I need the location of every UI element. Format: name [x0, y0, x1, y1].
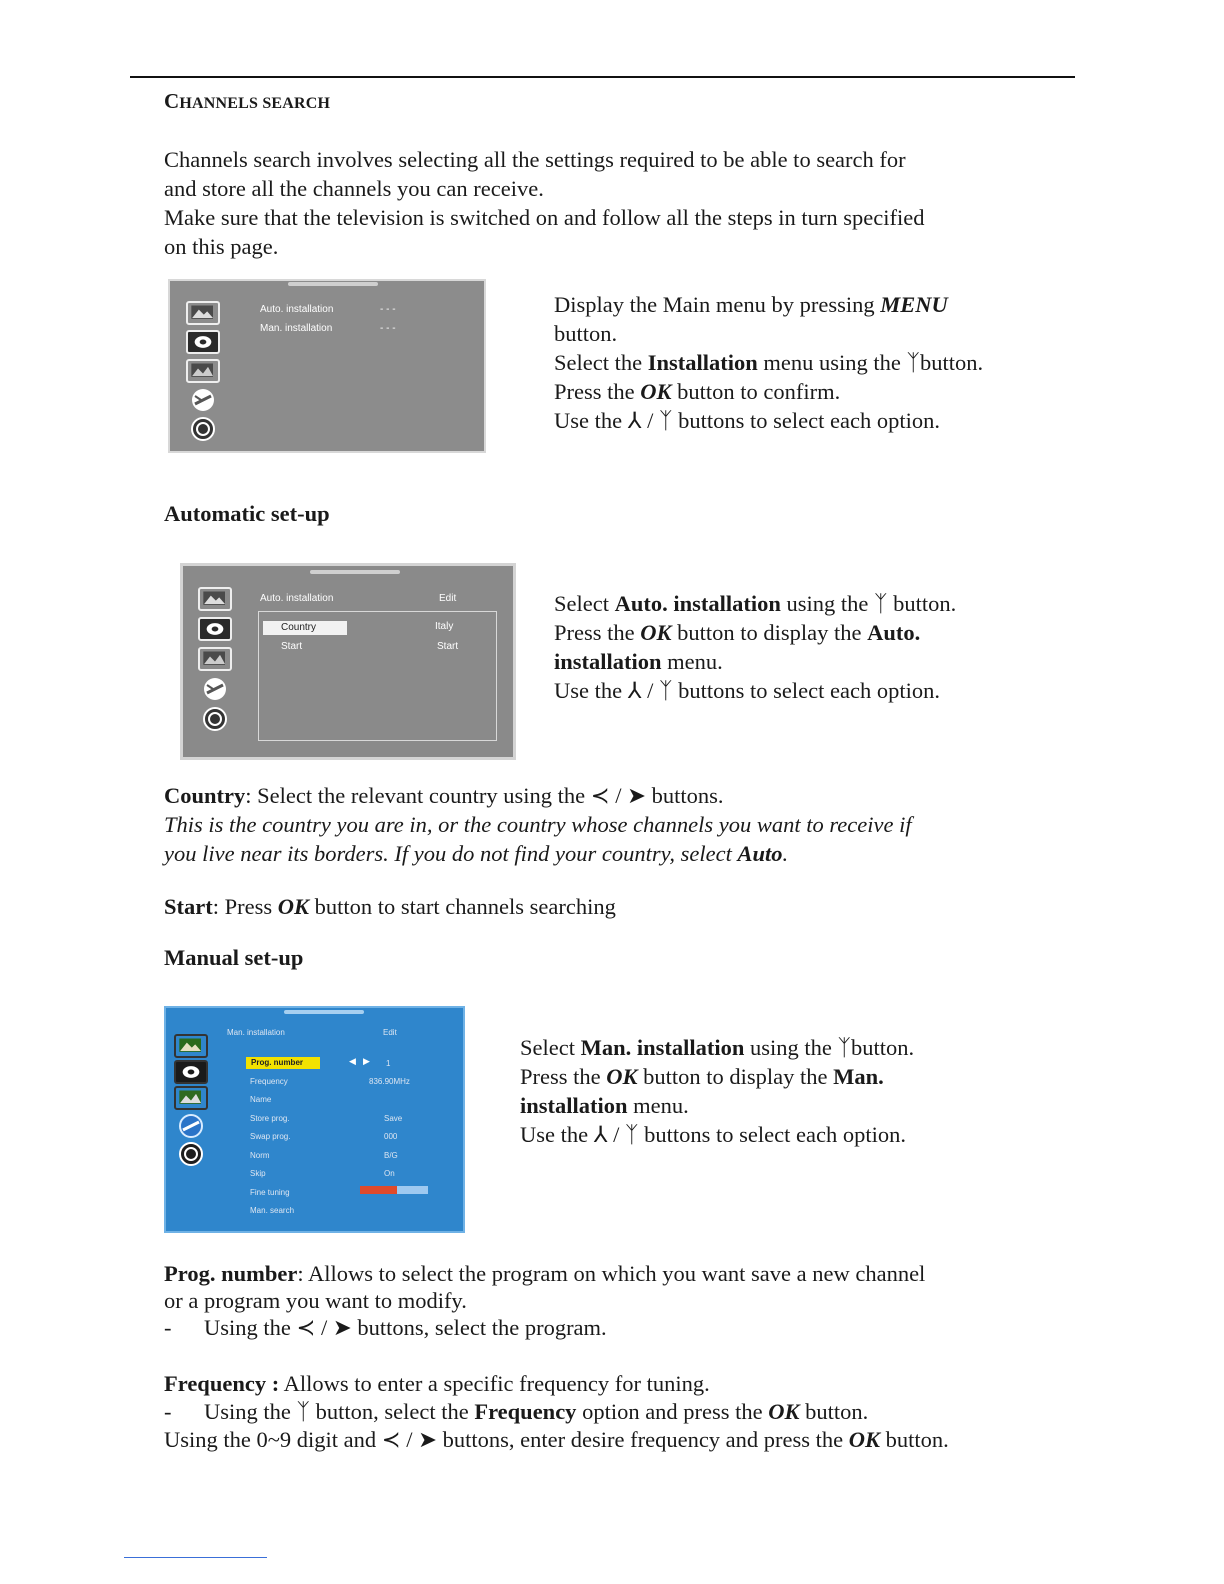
- osd-manual-installation-menu: [164, 1006, 465, 1233]
- menu-header-label: Man. installation: [227, 1028, 285, 1037]
- submenu-item-label[interactable]: Start: [281, 641, 303, 652]
- next-arrow-icon[interactable]: ▶: [363, 1056, 370, 1066]
- channel-icon: [186, 359, 220, 383]
- submenu-item-value: B/G: [384, 1150, 398, 1160]
- installation-icon: [198, 677, 232, 701]
- menu-item-label[interactable]: Man. installation: [260, 323, 333, 334]
- setup-icon: [198, 707, 232, 731]
- down-arrow-icon: ᛉ: [874, 591, 888, 616]
- submenu-item-value: On: [384, 1169, 395, 1178]
- osd-auto-installation-menu: [180, 563, 516, 760]
- down-arrow-icon: ᛉ: [906, 350, 920, 375]
- section-heading-automatic: Automatic set-up: [164, 501, 330, 526]
- start-description: Start: Press OK button to start channels searching: [164, 894, 616, 919]
- submenu-item-label[interactable]: Country: [281, 622, 317, 633]
- submenu-item-label[interactable]: Man. search: [250, 1206, 295, 1215]
- down-arrow-icon: ᛉ: [659, 678, 673, 703]
- menu-header-value: Edit: [439, 593, 457, 604]
- down-arrow-icon: ᛉ: [659, 408, 673, 433]
- up-arrow-icon: ⅄: [593, 1122, 608, 1147]
- submenu-item-label[interactable]: Frequency: [250, 1076, 288, 1086]
- prev-arrow-icon[interactable]: ◀: [349, 1056, 356, 1066]
- submenu-item-label[interactable]: Norm: [250, 1150, 270, 1160]
- right-arrow-icon: ➤: [332, 1315, 352, 1340]
- picture-icon: [174, 1034, 208, 1058]
- footnote-rule: [124, 1557, 267, 1558]
- submenu-item-value: Start: [437, 641, 459, 652]
- fine-tuning-fill: [360, 1186, 397, 1194]
- down-arrow-icon: ᛉ: [296, 1399, 311, 1424]
- section-heading-manual: Manual set-up: [164, 945, 304, 970]
- menu-item-value: - - -: [380, 304, 396, 315]
- picture-icon: [198, 587, 232, 611]
- submenu-item-label[interactable]: Skip: [250, 1169, 266, 1178]
- menu-item-label[interactable]: Auto. installation: [260, 304, 334, 315]
- step1-text: Display the Main menu by pressing MENU button. Select the Installation menu using the ᛉbutton. Press the OK button to confirm. Use the ⅄ / ᛉ buttons to select each option.: [554, 292, 984, 433]
- picture-icon: [186, 301, 220, 325]
- submenu-item-value: 1: [386, 1059, 391, 1068]
- step3-text: Select Man. installation using the ᛉbutton. Press the OK button to display the Man. installation menu. Use the ⅄ / ᛉ buttons to select each option.: [520, 1035, 915, 1147]
- fine-tuning-bar[interactable]: [360, 1186, 428, 1194]
- up-arrow-icon: ⅄: [627, 408, 642, 433]
- installation-icon: [186, 388, 220, 412]
- intro-paragraph: Channels search involves selecting all the settings required to be able to search for and store all the channels you can receive. Make sure that the television is switched on and follow all the steps in turn specified on this page.: [164, 147, 925, 259]
- sound-icon: [186, 330, 220, 354]
- prog-number-description: Prog. number: Allows to select the program on which you want save a new channel or a program you want to modify. - Using the ≺ / ➤ buttons, select the program.: [164, 1261, 926, 1340]
- channel-icon: [198, 647, 232, 671]
- top-rule: [130, 76, 1075, 78]
- submenu-item-value: Italy: [435, 621, 454, 632]
- submenu-item-label[interactable]: Fine tuning: [250, 1187, 290, 1197]
- setup-icon: [174, 1142, 208, 1166]
- page-title: CHANNELS SEARCH: [164, 89, 331, 113]
- up-arrow-icon: ⅄: [627, 678, 642, 703]
- left-arrow-icon: ≺: [296, 1315, 316, 1340]
- sound-icon: [198, 617, 232, 641]
- down-arrow-icon: ᛉ: [837, 1035, 852, 1060]
- installation-icon: [174, 1114, 208, 1138]
- submenu-item-value: Save: [384, 1113, 403, 1123]
- setup-icon: [186, 417, 220, 441]
- country-description: Country: Select the relevant country using the ≺ / ➤ buttons. This is the country you are in, or the country whose channels you want to receive if you live near its borders. If you do not find your country, select Auto.: [164, 783, 912, 866]
- submenu-item-value: 000: [384, 1132, 398, 1141]
- osd-main-menu: [168, 279, 486, 459]
- submenu-item-label[interactable]: Prog. number: [251, 1058, 304, 1067]
- submenu-item-label[interactable]: Swap prog.: [250, 1132, 291, 1141]
- menu-item-value: - - -: [380, 323, 396, 334]
- menu-header-label: Auto. installation: [260, 593, 334, 604]
- submenu-item-label[interactable]: Name: [250, 1095, 272, 1104]
- frequency-description: Frequency : Allows to enter a specific frequency for tuning. - Using the ᛉ button, select the Frequency option and press the OK button. Using the 0~9 digit and ≺ / ➤ buttons, enter desire frequency and press the OK button.: [164, 1371, 949, 1452]
- down-arrow-icon: ᛉ: [625, 1122, 639, 1147]
- menu-header-value: Edit: [383, 1028, 397, 1037]
- channel-icon: [174, 1086, 208, 1110]
- sound-icon: [174, 1060, 208, 1084]
- step2-text: Select Auto. installation using the ᛉ button. Press the OK button to display the Auto. installation menu. Use the ⅄ / ᛉ buttons to select each option.: [554, 591, 957, 703]
- right-arrow-icon: ➤: [627, 783, 647, 808]
- submenu-item-value: 836.90MHz: [369, 1076, 410, 1086]
- right-arrow-icon: ➤: [418, 1427, 438, 1452]
- submenu-item-label[interactable]: Store prog.: [250, 1113, 290, 1123]
- left-arrow-icon: ≺: [590, 783, 610, 808]
- left-arrow-icon: ≺: [381, 1427, 401, 1452]
